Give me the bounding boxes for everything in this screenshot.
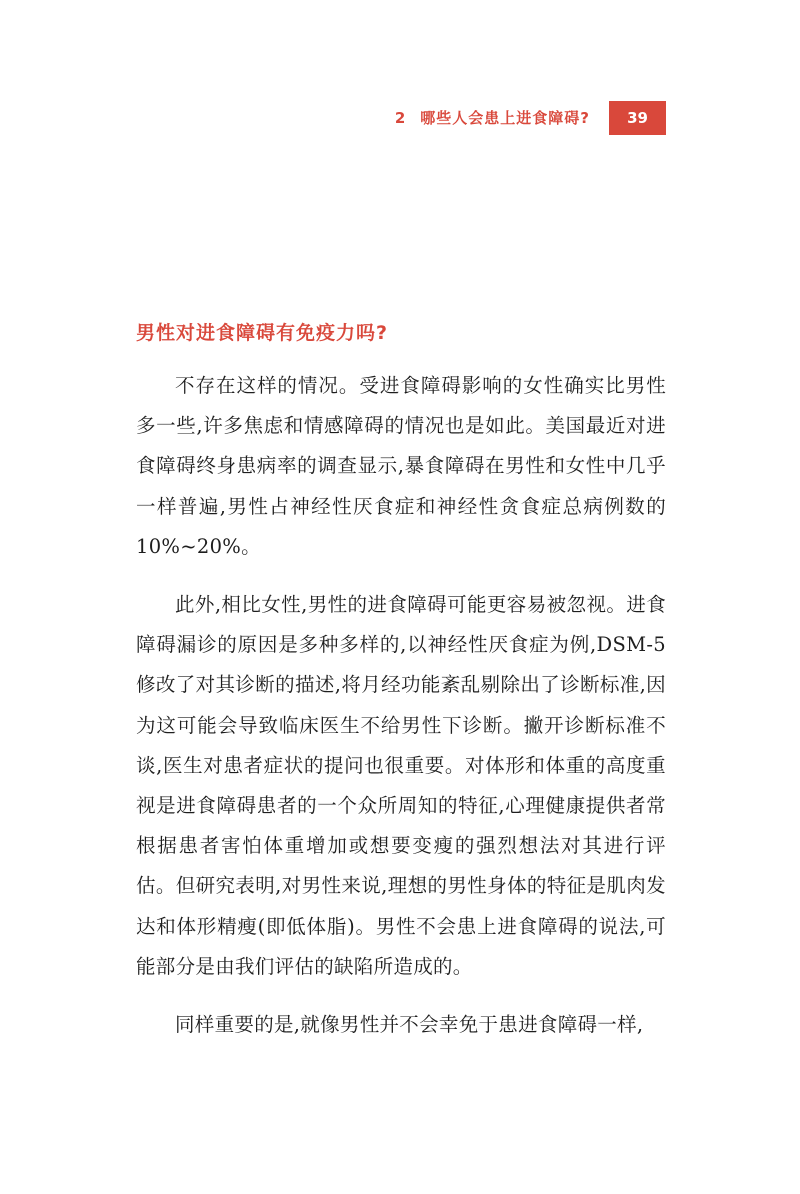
chapter-number: 2 — [394, 109, 407, 127]
paragraph: 此外,相比女性,男性的进食障碍可能更容易被忽视。进食障碍漏诊的原因是多种多样的,以神经性厌食症为例,DSM-5修改了对其诊断的描述,将月经功能紊乱剔除出了诊断标准,因为这可能会导致临床医生不给男性下诊断。撇开诊断标准不谈,医生对患者症状的提问也很重要。对体形和体重的高度重视是进食障碍患者的一个众所周知的特征,心理健康提供者常根据患者害怕体重增加或想要变瘦的强烈想法对其进行评估。但研究表明,对男性来说,理想的男性身体的特征是肌肉发达和体形精瘦(即低体脂)。男性不会患上进食障碍的说法,可能部分是由我们评估的缺陷所造成的。 — [136, 593, 666, 978]
chapter-title — [395, 107, 590, 128]
chapter-title-text: 哪些人会患上进食障碍? — [420, 109, 590, 127]
paragraph: 不存在这样的情况。受进食障碍影响的女性确实比男性多一些,许多焦虑和情感障碍的情况也是如此。美国最近对进食障碍终身患病率的调查显示,暴食障碍在男性和女性中几乎一样普遍,男性占神经性厌食症和神经性贪食症总病例数的10%~20%。 — [136, 374, 666, 558]
body-text — [136, 366, 666, 1063]
paragraph: 同样重要的是,就像男性并不会幸免于患进食障碍一样, — [175, 1013, 644, 1037]
running-header — [0, 101, 800, 135]
page-number-badge: 39 — [609, 101, 666, 135]
section-heading: 男性对进食障碍有免疫力吗? — [136, 322, 389, 344]
